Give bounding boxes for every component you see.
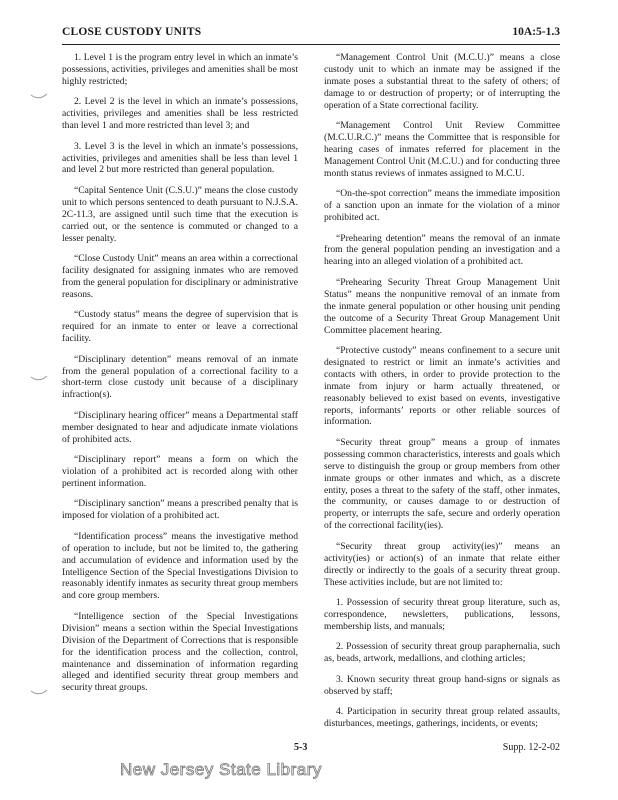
supplement-date: Supp. 12-2-02 — [502, 742, 560, 753]
right-column — [324, 52, 560, 739]
paragraph: “Capital Sentence Unit (C.S.U.)” means the close custody unit to which persons sentenced to death pursuant to N.J.S.A. 2C-11.3, are assigned until such time that the execution is carried out, or the sentence is commuted or changed to a lesser penalty. — [62, 184, 298, 244]
paragraph: “Management Control Unit Review Committee (M.C.U.R.C.)” means the Committee that is responsible for hearing cases of inmates referred for placement in the Management Control Unit (M.C.U.) and for conducting three month status reviews of inmates assigned to M.C.U. — [324, 120, 560, 179]
paragraph: “Disciplinary report” means a form on which the violation of a prohibited act is recorded along with other pertinent information. — [62, 454, 298, 489]
page-footer — [62, 742, 560, 756]
paragraph: 3. Known security threat group hand-signs or signals as observed by staff; — [324, 673, 560, 697]
left-column — [62, 52, 298, 703]
paragraph: 4. Participation in security threat group related assaults, disturbances, meetings, gatherings, incidents, or events; — [324, 706, 560, 730]
margin-mark-icon — [30, 92, 48, 102]
paragraph: 2. Level 2 is the level in which an inmate’s possessions, activities, privileges and amenities shall be less restricted than level 1 and more restricted than level 3; and — [62, 96, 298, 132]
paragraph: “Identification process” means the investigative method of operation to include, but not be limited to, the gathering and accumulation of evidence and information used by the Intelligence Section of the Special Investigations Division to reasonably identify inmates as security threat group members and core group members. — [62, 530, 298, 602]
paragraph: “Disciplinary sanction” means a prescribed penalty that is imposed for violation of a prohibited act. — [62, 498, 298, 522]
paragraph: “Security threat group” means a group of inmates possessing common characteristics, interests and goals which serve to distinguish the group or group members from other inmate groups or other inmates and which, as a discrete entity, poses a threat to the safety of the staff, other inmates, the community, or causes damage to or destruction of property, or interrupts the safe, secure and orderly operation of the correctional facility(ies). — [324, 436, 560, 532]
paragraph: “Management Control Unit (M.C.U.)” means a close custody unit to which an inmate may be assigned if the inmate poses a substantial threat to the safety of others; of damage to or destruction of property; or of interrupting the operation of a State correctional facility. — [324, 52, 560, 111]
paragraph: “Security threat group activity(ies)” means an activity(ies) or action(s) of an inmate that relate either directly or indirectly to the goals of a security threat group. These activities include, but are not limited to: — [324, 540, 560, 588]
paragraph: 1. Possession of security threat group literature, such as, correspondence, newsletters, publications, lessons, membership lists, and manuals; — [324, 597, 560, 632]
margin-mark-icon — [30, 374, 48, 384]
page-number: 5-3 — [294, 742, 308, 753]
paragraph: “On-the-spot correction” means the immediate imposition of a sanction upon an inmate for the violation of a minor prohibited act. — [324, 188, 560, 224]
paragraph: 1. Level 1 is the program entry level in which an inmate’s possessions, activities, privileges and amenities shall be most highly restricted; — [62, 52, 298, 87]
paragraph: “Disciplinary hearing officer” means a Departmental staff member designated to hear and adjudicate inmate violations of prohibited acts. — [62, 409, 298, 445]
paragraph: 2. Possession of security threat group paraphernalia, such as, beads, artwork, medallions, and clothing articles; — [324, 641, 560, 665]
chapter-title: CLOSE CUSTODY UNITS — [62, 26, 202, 38]
paragraph: “Prehearing Security Threat Group Management Unit Status” means the nonpunitive removal of an inmate from the inmate general population or other housing unit pending the outcome of a Security Threat Group Management Unit Committee placement hearing. — [324, 276, 560, 336]
paragraph: “Prehearing detention” means the removal of an inmate from the general population pending an investigation and a hearing into an alleged violation of a prohibited act. — [324, 232, 560, 268]
paragraph: “Disciplinary detention” means removal of an inmate from the general population of a correctional facility to a short-term close custody unit because of a disciplinary infraction(s). — [62, 353, 298, 401]
library-watermark: New Jersey State Library — [120, 760, 322, 779]
margin-mark-icon — [30, 688, 48, 698]
paragraph: “Custody status” means the degree of supervision that is required for an inmate to enter or leave a correctional facility. — [62, 309, 298, 345]
running-header — [62, 24, 560, 45]
paragraph: “Close Custody Unit” means an area within a correctional facility designated for assigning inmates who are removed from the general population for disciplinary or administrative reasons. — [62, 253, 298, 300]
section-number: 10A:5-1.3 — [512, 26, 560, 38]
paragraph: “Intelligence section of the Special Investigations Division” means a section within the Special Investigations Division of the Department of Corrections that is responsible for the identification process and the collection, control, maintenance and dissemination of information regarding alleged and identified security threat group members and security threat groups. — [62, 610, 298, 694]
paragraph: “Protective custody” means confinement to a secure unit designated to restrict or limit an inmate’s activities and contacts with others, in order to provide protection to the inmate from injury or harm actually threatened, or reasonably believed to exist based on events, investigative reports, informants’ reports or other reliable sources of information. — [324, 345, 560, 428]
paragraph: 3. Level 3 is the level in which an inmate’s possessions, activities, privileges and amenities shall be less than level 1 and level 2 but more restricted than general population. — [62, 140, 298, 176]
